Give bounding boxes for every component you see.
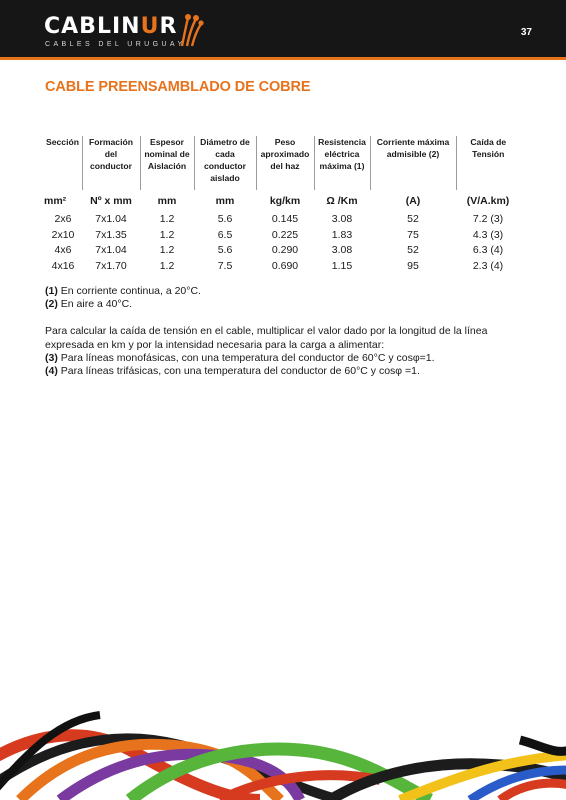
table-cell: 52 xyxy=(407,244,419,256)
notes-section xyxy=(45,285,535,378)
logo-wordmark: CABLINUR xyxy=(44,14,178,39)
note-text: Para líneas monofásicas, con una temperatura del conductor de 60°C y cosφ=1. xyxy=(60,351,435,364)
table-cell: 1.83 xyxy=(331,228,353,241)
unit-cell: (V/A.km) xyxy=(466,195,510,207)
col-header-peso: Peso aproximado del haz xyxy=(256,136,314,190)
table-cell: 6.3 (4) xyxy=(472,244,504,256)
table-cell: 0.290 xyxy=(271,244,299,256)
col-header-caida: Caída de Tensión xyxy=(456,136,520,190)
table-cell: 52 xyxy=(407,213,419,225)
unit-cell: mm xyxy=(215,195,235,207)
table-cell: 1.2 xyxy=(159,259,175,272)
unit-cell: mm² xyxy=(44,195,67,207)
cablinur-logo xyxy=(44,14,209,52)
table-cell: 2x6 xyxy=(54,213,72,225)
page-number: 37 xyxy=(520,27,532,38)
note-text: En aire a 40°C. xyxy=(60,298,133,311)
note-marker: (4) xyxy=(45,365,58,378)
table-cell: 5.6 xyxy=(217,244,233,256)
cable-specs-table xyxy=(44,136,520,274)
cables-photo-footer xyxy=(0,700,566,800)
table-cell: 2.3 (4) xyxy=(472,259,504,272)
note-4 xyxy=(45,365,535,378)
table-cell: 3.08 xyxy=(331,213,353,225)
header-divider xyxy=(0,57,566,60)
note-3 xyxy=(45,352,535,365)
table-cell: 7x1.04 xyxy=(95,213,127,225)
note-1 xyxy=(45,285,535,298)
table-row xyxy=(44,228,520,244)
unit-cell: mm xyxy=(157,195,177,207)
paragraph-line: expresada en km y por la intensidad necesaria para la carga a alimentar: xyxy=(45,338,385,351)
col-header-corriente: Corriente máxima admisible (2) xyxy=(370,136,456,190)
table-cell: 75 xyxy=(407,228,419,241)
table-cell: 4x6 xyxy=(54,244,72,256)
unit-cell: Nº x mm xyxy=(90,195,132,207)
paragraph-line: Para calcular la caída de tensión en el cable, multiplicar el valor dado por la longitud de la línea xyxy=(45,325,488,338)
note-text: En corriente continua, a 20°C. xyxy=(60,285,201,297)
table-cell: 1.2 xyxy=(159,228,175,241)
table-row xyxy=(44,259,520,275)
table-cell: 1.2 xyxy=(159,244,175,256)
table-cell: 0.225 xyxy=(271,228,299,241)
note-2 xyxy=(45,298,535,311)
spacer xyxy=(45,311,535,325)
note-marker: (2) xyxy=(45,298,58,311)
unit-cell: Ω /Km xyxy=(326,195,358,207)
note-marker: (3) xyxy=(45,351,58,364)
table-row xyxy=(44,212,520,228)
col-header-diametro: Diámetro de cada conductor aislado xyxy=(194,136,256,190)
table-cell: 6.5 xyxy=(217,228,233,241)
table-cell: 7.5 xyxy=(217,259,233,272)
table-row xyxy=(44,243,520,259)
table-cell: 5.6 xyxy=(217,213,233,225)
col-header-resistencia: Resistencia eléctrica máxima (1) xyxy=(314,136,370,190)
table-cell: 7.2 (3) xyxy=(472,213,504,225)
table-header-row xyxy=(44,136,520,190)
table-cell: 0.690 xyxy=(271,259,299,272)
col-header-espesor: Espesor nominal de Aislación xyxy=(140,136,194,190)
table-cell: 95 xyxy=(407,259,419,272)
table-cell: 7x1.35 xyxy=(95,228,127,241)
table-cell: 4.3 (3) xyxy=(472,228,504,241)
table-cell: 7x1.70 xyxy=(95,259,127,272)
units-row xyxy=(44,190,520,212)
table-cell: 2x10 xyxy=(51,228,75,241)
table-cell: 3.08 xyxy=(331,244,353,256)
unit-cell: kg/km xyxy=(269,195,301,207)
note-text: Para líneas trifásicas, con una temperatura del conductor de 60°C y cosφ =1. xyxy=(60,365,420,378)
table-cell: 0.145 xyxy=(271,213,299,225)
table-cell: 1.15 xyxy=(331,259,353,272)
col-header-formacion: Formación del conductor xyxy=(82,136,140,190)
table-cell: 7x1.04 xyxy=(95,244,127,256)
cable-strands-icon xyxy=(178,12,204,48)
logo-subtitle: CABLES DEL URUGUAY xyxy=(45,41,186,48)
table-cell: 1.2 xyxy=(159,213,175,225)
note-marker: (1) xyxy=(45,285,58,297)
table-cell: 4x16 xyxy=(51,259,75,272)
unit-cell: (A) xyxy=(405,195,421,207)
col-header-seccion: Sección xyxy=(46,137,79,147)
page-title: CABLE PREENSAMBLADO DE COBRE xyxy=(45,79,311,95)
page-header xyxy=(0,0,566,57)
